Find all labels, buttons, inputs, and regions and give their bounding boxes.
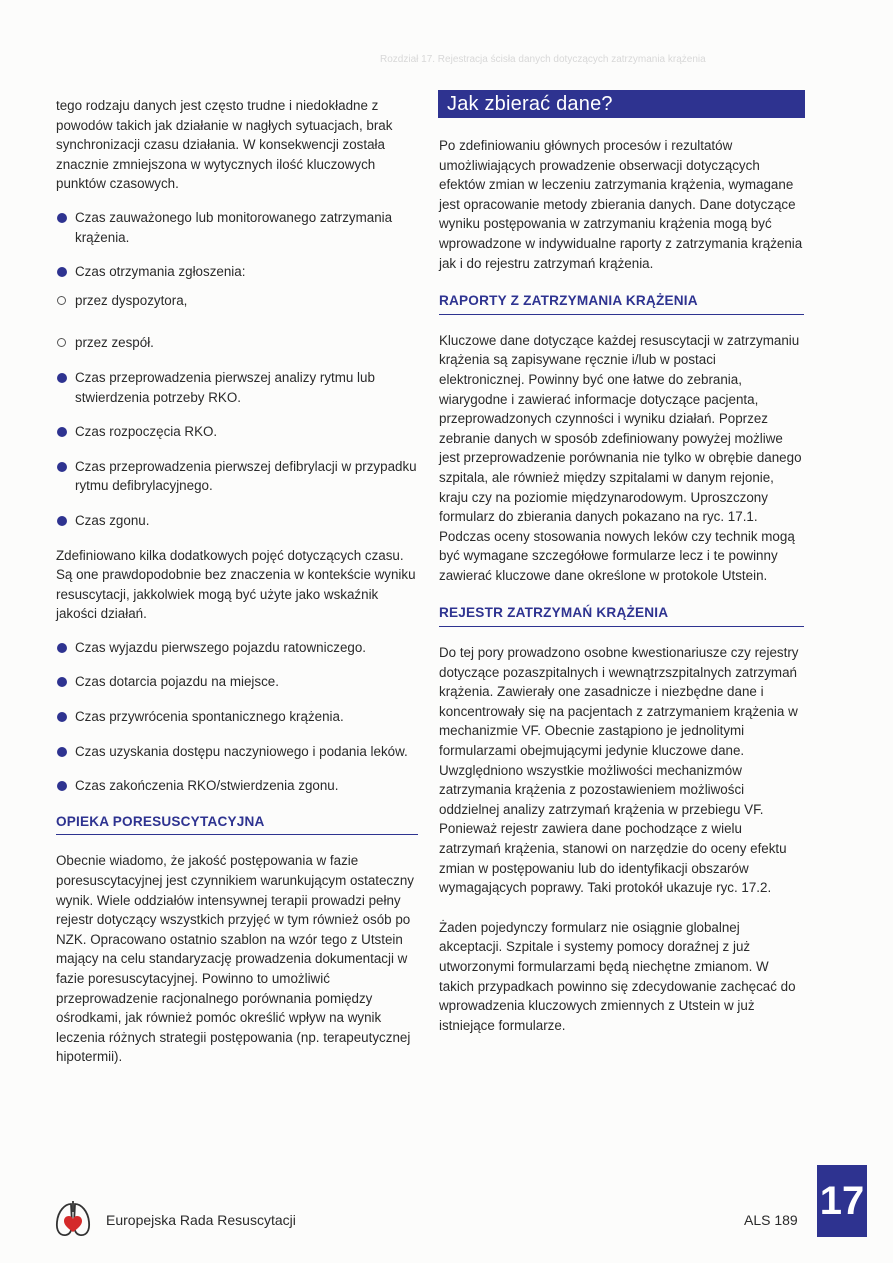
reports-paragraph: Kluczowe dane dotyczące każdej resuscytacji w zatrzymaniu krążenia są zapisywane ręcznie i/lub w postaci elektronicznej. Powinny być one łatwe do zebrania, wiarygodne i zawierać informacje dotyczące pacjenta, przeprowadzonych czynności i wyniku działań. Poprzez zebranie danych w sposób zdefiniowany powyżej możliwe jest przeprowadzenie porównania nie tylko w obrębie danego szpitala, ale również między szpitalami w danym rejonie, kraju czy na poziomie międzynarodowym. Uproszczony formularz do zbierania danych pokazano na ryc. 17.1. Podczas oceny stosowania nowych leków czy technik mogą być wymagane szczegółowe formularze lecz i te powinny zawierać kluczowe dane określone w protokole Utstein. bbox=[439, 332, 802, 583]
list-item: Czas przywrócenia spontanicznego krążenia. bbox=[56, 707, 418, 727]
left-intro-paragraph: tego rodzaju danych jest często trudne i niedokładne z powodów takich jak działanie w nagłych sytuacjach, brak synchronizacji czasu działania. W konsekwencji została znacznie zmniejszona w wytycznych ilość kluczowych punktów czasowych. bbox=[56, 98, 393, 192]
list-item: Czas zauważonego lub monitorowanego zatrzymania krążenia. bbox=[56, 208, 418, 247]
additional-times-paragraph: Zdefiniowano kilka dodatkowych pojęć dotyczących czasu. Są one prawdopodobnie bez znaczenia w kontekście wyniku resuscytacji, jakkolwiek mogą być użyte jako wskaźnik jakości działań. bbox=[56, 547, 416, 622]
forms-paragraph: Żaden pojedynczy formularz nie osiągnie globalnej akceptacji. Szpitale i systemy pomocy doraźnej z już utworzonymi formularzami będą niechętne zmianom. W takich przypadkach powinno się zdecydowanie zachęcać do wprowadzenia kluczowych zmiennych z Utstein w już istniejące formularze. bbox=[439, 919, 796, 1033]
chapter-tab: 17 bbox=[817, 1165, 867, 1237]
show-through-header: Rozdział 17. Rejestracja ścisła danych dotyczących zatrzymania krążenia bbox=[380, 54, 706, 65]
collect-data-paragraph: Po zdefiniowaniu głównych procesów i rezultatów umożliwiających prowadzenie obserwacji dotyczących efektów zmian w leczeniu zatrzymania krążenia, wymagane jest opracowanie metody zbierania danych. Dane dotyczące wyniku postępowania w zatrzymaniu krążenia mogą być wprowadzone w indywidualne raporty z zatrzymania krążenia jak i do rejestru zatrzymań krążenia. bbox=[439, 138, 803, 271]
additional-times-list bbox=[56, 638, 418, 796]
list-item: Czas zakończenia RKO/stwierdzenia zgonu. bbox=[56, 776, 418, 796]
footer-page-number: ALS 189 bbox=[744, 1212, 798, 1228]
list-item: Czas zgonu. bbox=[56, 511, 418, 531]
list-item: Czas wyjazdu pierwszego pojazdu ratowniczego. bbox=[56, 638, 418, 658]
list-item: Czas rozpoczęcia RKO. bbox=[56, 422, 418, 442]
section-heading-reports: RAPORTY Z ZATRZYMANIA KRĄŻENIA bbox=[439, 291, 804, 315]
erc-lungs-heart-logo-icon bbox=[52, 1198, 94, 1240]
section-heading-registry: REJESTR ZATRZYMAŃ KRĄŻENIA bbox=[439, 603, 804, 627]
right-column bbox=[439, 136, 804, 1035]
section-banner-how-to-collect: Jak zbierać dane? bbox=[438, 90, 805, 118]
registry-paragraph: Do tej pory prowadzono osobne kwestionariusze czy rejestry dotyczące pozaszpitalnych i wewnątrzszpitalnych zatrzymań krążenia. Zawierały one zasadnicze i niezbędne dane i koncentrowały się na pacjentach z zatrzymaniem krążenia w mechanizmie VF. Obecnie zastąpiono je jednolitymi formularzami obejmującymi jedynie kluczowe dane. Uwzględniono wszystkie możliwości mechanizmów zatrzymania krążenia z pozostawieniem możliwości oddzielnej analizy zatrzymań krążenia w przebiegu VF. Ponieważ rejestr zawiera dane pochodzące z wielu zatrzymań krążenia, stanowi on narzędzie do oceny efektu zmian w postępowaniu lub do identyfikacji obszarów wymagających poprawy. Taki protokół ukazuje ryc. 17.2. bbox=[439, 645, 799, 896]
call-received-sublist bbox=[56, 291, 418, 353]
section-heading-post-resuscitation: OPIEKA PORESUSCYTACYJNA bbox=[56, 812, 418, 836]
footer-organisation: Europejska Rada Resuscytacji bbox=[106, 1212, 296, 1228]
left-column bbox=[56, 96, 418, 1067]
list-item: Czas otrzymania zgłoszenia: bbox=[56, 262, 418, 282]
list-item: Czas dotarcia pojazdu na miejsce. bbox=[56, 672, 418, 692]
sublist-item: przez zespół. bbox=[56, 333, 418, 353]
time-points-list bbox=[56, 208, 418, 282]
list-item: Czas przeprowadzenia pierwszej defibrylacji w przypadku rytmu defibrylacyjnego. bbox=[56, 457, 418, 496]
post-resuscitation-paragraph: Obecnie wiadomo, że jakość postępowania w fazie poresuscytacyjnej jest czynnikiem warunkującym ostateczny wynik. Wiele oddziałów intensywnej terapii prowadzi pełny rejestr dotyczący wszystkich przyjęć w tym również osób po NZK. Opracowano ostatnio szablon na wzór tego z Utstein mający na celu standaryzację prowadzenia dokumentacji w fazie poresuscytacyjnej. Powinno to umożliwić przeprowadzenie racjonalnego porównania pomiędzy ośrodkami, jak również pomóc określić wpływ na wynik leczenia różnych strategii postępowania (np. terapeutycznej hipotermii). bbox=[56, 853, 414, 1065]
list-item: Czas przeprowadzenia pierwszej analizy rytmu lub stwierdzenia potrzeby RKO. bbox=[56, 368, 418, 407]
time-points-list-continued bbox=[56, 368, 418, 531]
list-item: Czas uzyskania dostępu naczyniowego i podania leków. bbox=[56, 742, 418, 762]
sublist-item: przez dyspozytora, bbox=[56, 291, 418, 311]
